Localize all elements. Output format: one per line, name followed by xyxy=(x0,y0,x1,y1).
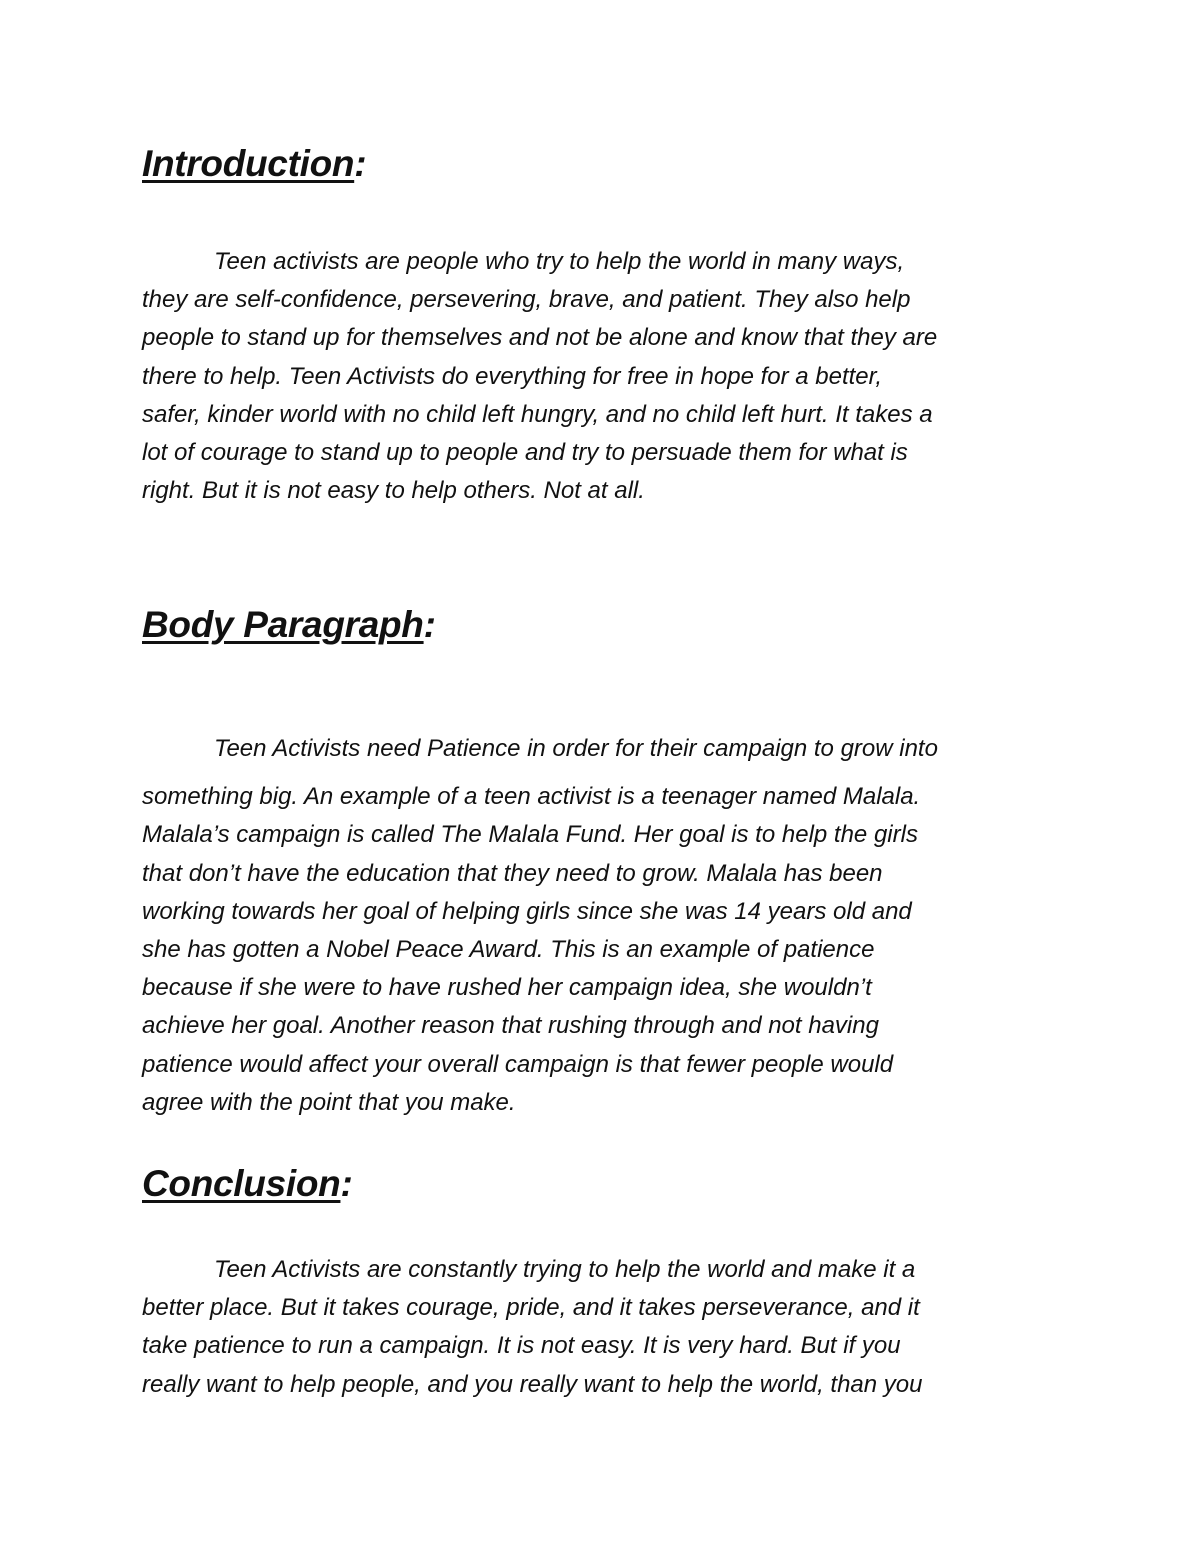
body-paragraph xyxy=(142,730,1072,1122)
body-paragraph-heading-text: Body Paragraph xyxy=(142,604,424,645)
paragraph-line: safer, kinder world with no child left hungry, and no child left hurt. It takes a xyxy=(142,400,933,428)
paragraph-line: she has gotten a Nobel Peace Award. This is an example of patience xyxy=(142,936,875,964)
paragraph-line: because if she were to have rushed her campaign idea, she wouldn’t xyxy=(142,974,872,1002)
paragraph-line: people to stand up for themselves and not be alone and know that they are xyxy=(142,324,938,352)
paragraph-line: right. But it is not easy to help others. Not at all. xyxy=(142,477,645,505)
conclusion-paragraph xyxy=(142,1251,1072,1404)
body-paragraph-heading xyxy=(142,604,436,646)
conclusion-heading-colon: : xyxy=(340,1163,353,1204)
paragraph-line: Malala’s campaign is called The Malala Fund. Her goal is to help the girls xyxy=(142,821,918,849)
paragraph-line: patience would affect your overall campaign is that fewer people would xyxy=(142,1050,894,1078)
paragraph-line: Teen Activists need Patience in order for their campaign to grow into xyxy=(214,735,938,762)
paragraph-line: achieve her goal. Another reason that rushing through and not having xyxy=(142,1012,879,1040)
paragraph-line: Teen activists are people who try to help the world in many ways, xyxy=(214,248,905,275)
paragraph-line: better place. But it takes courage, pride, and it takes perseverance, and it xyxy=(142,1294,920,1322)
conclusion-heading-text: Conclusion xyxy=(142,1163,341,1204)
paragraph-line: agree with the point that you make. xyxy=(142,1088,516,1116)
introduction-heading-colon: : xyxy=(354,143,367,184)
introduction-paragraph xyxy=(142,243,1072,510)
paragraph-line: lot of courage to stand up to people and try to persuade them for what is xyxy=(142,439,908,467)
paragraph-line: working towards her goal of helping girls since she was 14 years old and xyxy=(142,897,912,925)
paragraph-line: that don’t have the education that they need to grow. Malala has been xyxy=(142,859,883,887)
body-paragraph-heading-colon: : xyxy=(423,604,436,645)
paragraph-line: they are self-confidence, persevering, brave, and patient. They also help xyxy=(142,286,911,314)
paragraph-line: there to help. Teen Activists do everything for free in hope for a better, xyxy=(142,362,882,390)
paragraph-line: something big. An example of a teen activist is a teenager named Malala. xyxy=(142,783,921,811)
conclusion-heading xyxy=(142,1163,352,1205)
paragraph-line: Teen Activists are constantly trying to help the world and make it a xyxy=(214,1256,916,1283)
introduction-heading xyxy=(142,143,366,185)
paragraph-line: take patience to run a campaign. It is not easy. It is very hard. But if you xyxy=(142,1332,901,1360)
introduction-heading-text: Introduction xyxy=(142,143,355,184)
paragraph-line: really want to help people, and you really want to help the world, than you xyxy=(142,1370,923,1398)
